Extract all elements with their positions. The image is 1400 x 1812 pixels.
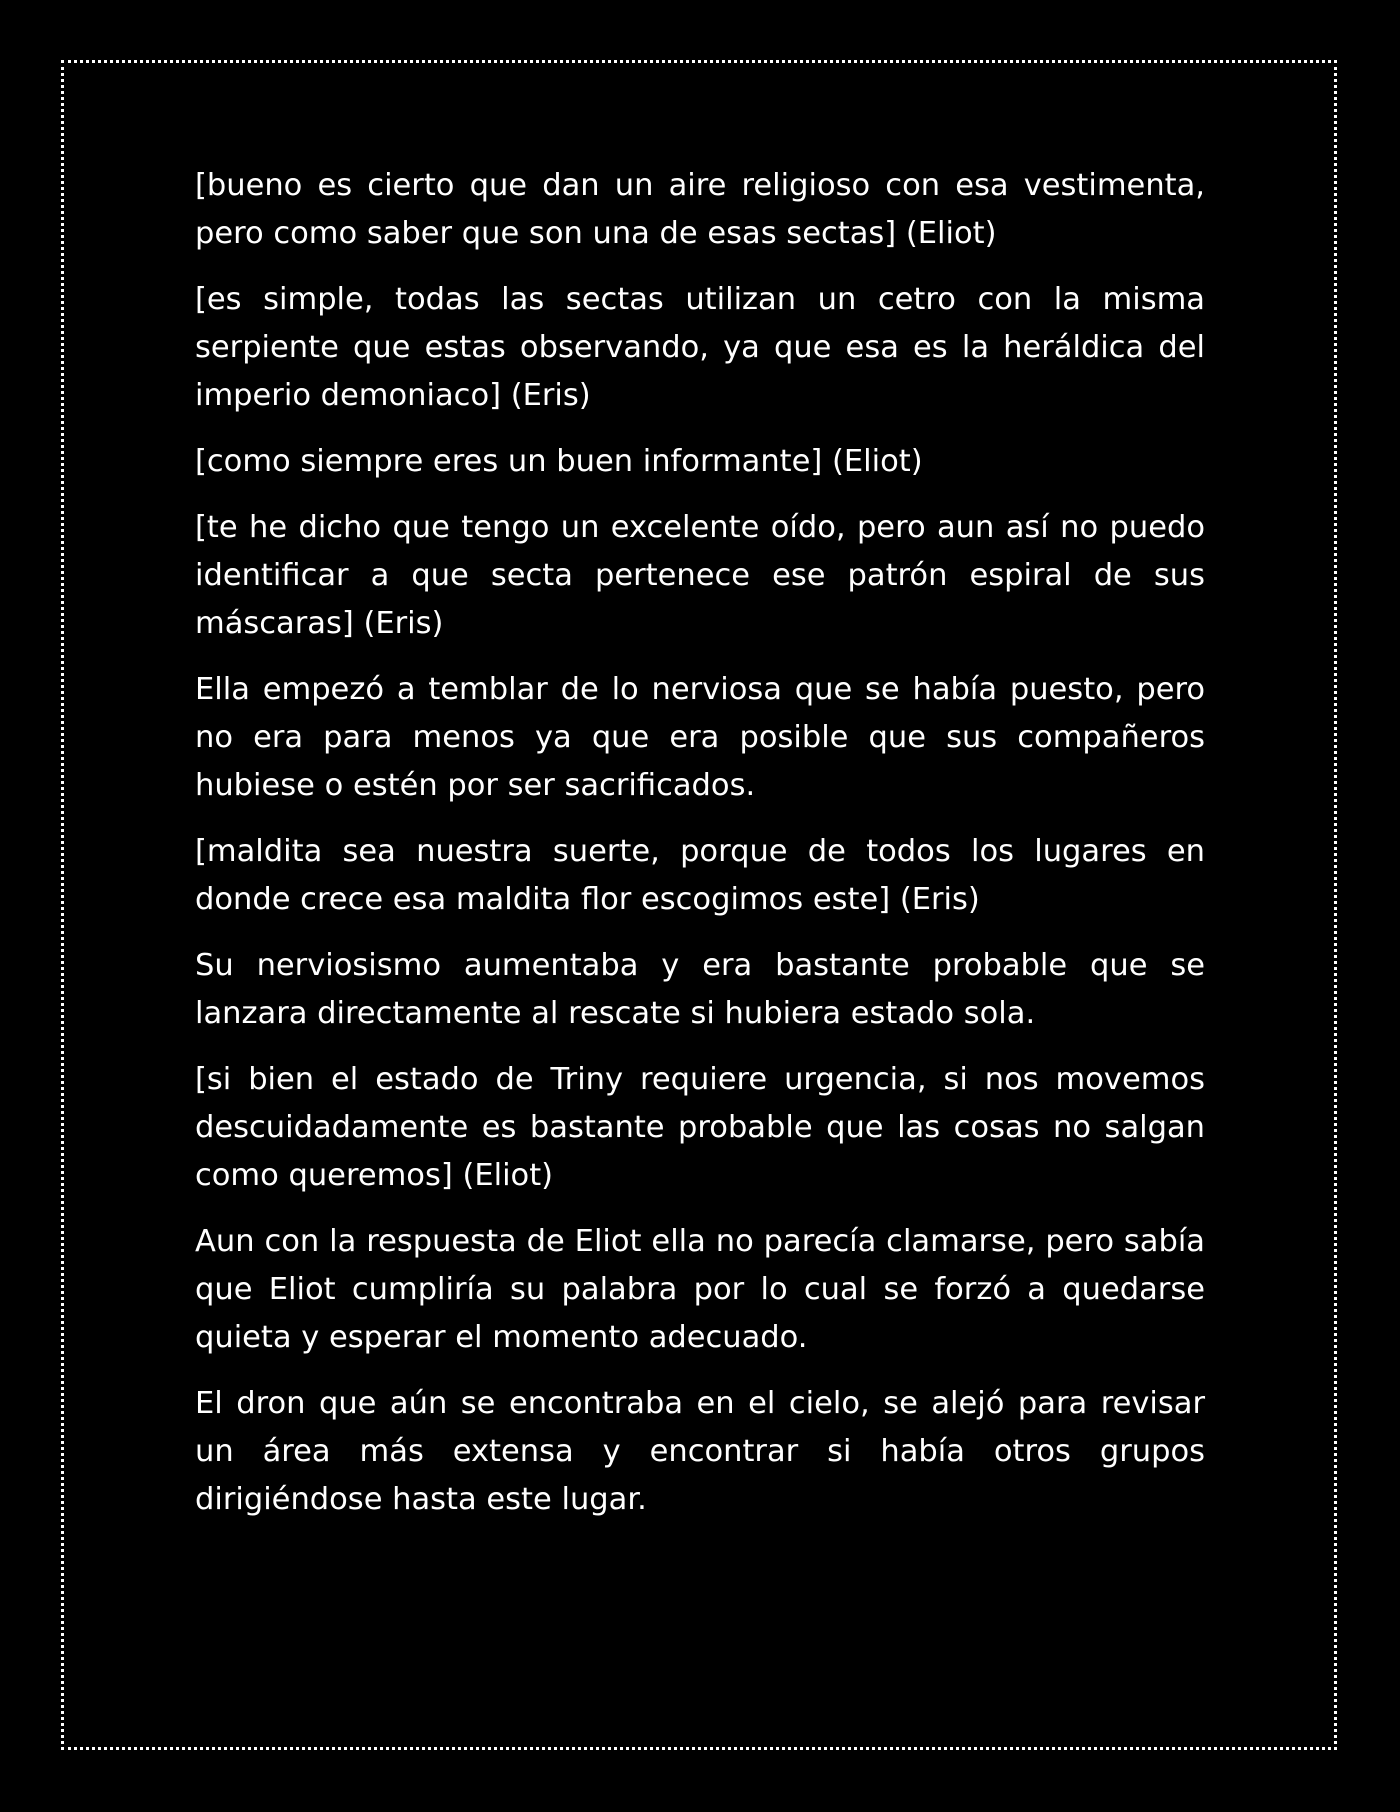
paragraph: [bueno es cierto que dan un aire religioso con esa vestimenta, pero como saber que son una de esas sectas] (Eliot): [195, 168, 1205, 251]
paragraph: Aun con la respuesta de Eliot ella no parecía clamarse, pero sabía que Eliot cumpliría su palabra por lo cual se forzó a quedarse quieta y esperar el momento adecuado.: [195, 1224, 1205, 1355]
paragraph: [como siempre eres un buen informante] (Eliot): [195, 444, 923, 479]
paragraph: Su nerviosismo aumentaba y era bastante probable que se lanzara directamente al rescate si hubiera estado sola.: [195, 948, 1205, 1031]
paragraph: [te he dicho que tengo un excelente oído, pero aun así no puedo identificar a que secta pertenece ese patrón espiral de sus máscaras] (Eris): [195, 510, 1205, 641]
paragraph: Ella empezó a temblar de lo nerviosa que se había puesto, pero no era para menos ya que era posible que sus compañeros hubiese o estén por ser sacrificados.: [195, 672, 1205, 803]
paragraph: [es simple, todas las sectas utilizan un cetro con la misma serpiente que estas observando, ya que esa es la heráldica del imperio demoniaco] (Eris): [195, 282, 1205, 413]
paragraph: El dron que aún se encontraba en el cielo, se alejó para revisar un área más extensa y encontrar si había otros grupos dirigiéndose hasta este lugar.: [195, 1386, 1205, 1517]
page-body: [195, 162, 1205, 1542]
paragraph: [maldita sea nuestra suerte, porque de todos los lugares en donde crece esa maldita flor escogimos este] (Eris): [195, 834, 1205, 917]
paragraph: [si bien el estado de Triny requiere urgencia, si nos movemos descuidadamente es bastante probable que las cosas no salgan como queremos] (Eliot): [195, 1062, 1205, 1193]
